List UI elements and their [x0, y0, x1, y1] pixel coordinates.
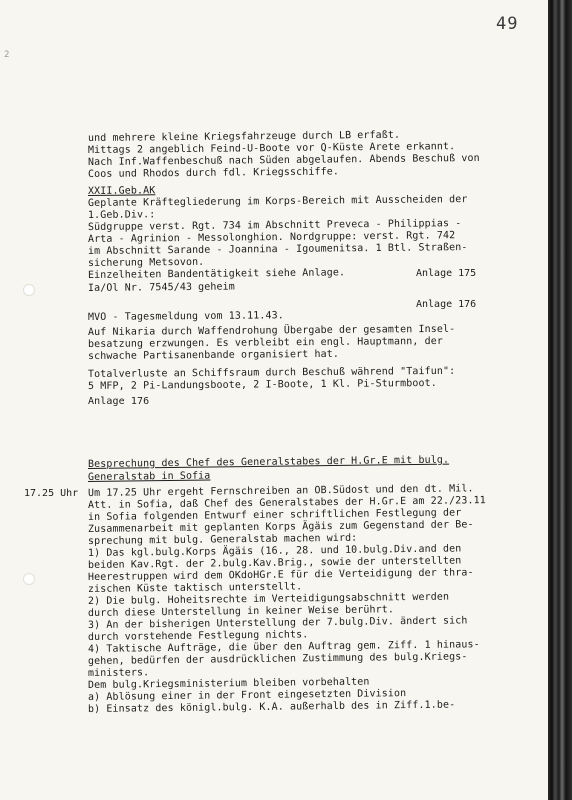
text-line: schwache Partisanenbande organisiert hat.	[87, 348, 339, 362]
text-line: 5 MFP, 2 Pi-Landungsboote, 2 I-Boote, 1 Kl. Pi-Sturmboot.	[87, 377, 437, 392]
text-line: Geplante Kräftegliederung im Korps-Bereich mit Ausscheiden der	[87, 194, 468, 209]
text-line: Coos und Rhodos durch fdl. Kriegsschiffe.	[87, 166, 339, 180]
text-line: Totalverluste an Schiffsraum durch Beschuß während "Taifun":	[87, 365, 456, 380]
punch-hole	[23, 573, 35, 585]
text-line: ministers.	[87, 667, 150, 679]
section-heading: XXII.Geb.AK	[87, 185, 156, 197]
margin-mark: 2	[4, 50, 10, 60]
section-heading: Generalstab in Sofia	[87, 470, 211, 483]
text-line: durch vorstehende Festlegung nichts.	[87, 629, 309, 643]
text-line: beiden Kav.Rgt. der 2.bulg.Kav.Brig., sowie der unterstellten	[87, 555, 462, 571]
text-line: und mehrere kleine Kriegsfahrzeuge durch LB erfaßt.	[87, 129, 401, 144]
section-heading: Besprechung des Chef des Generalstabes der H.Gr.E mit bulg.	[87, 454, 450, 470]
text-line: 2) Die bulg. Hoheitsrechte im Verteidigungsabschnitt werden	[87, 591, 450, 607]
text-line: Mittags 2 angeblich Feind-U-Boote vor Q-Küste Arete erkannt.	[87, 141, 456, 156]
text-line: 1.Geb.Div.:	[87, 209, 156, 221]
time-margin: 17.25 Uhr	[24, 488, 79, 499]
text-line: besatzung erzwungen. Es verbleibt ein engl. Hauptmann, der	[87, 335, 444, 350]
text-line: Heerestruppen wird dem OKdoHGr.E für die Verteidigung der thra-	[87, 567, 474, 583]
punch-hole	[23, 284, 35, 296]
page-number: 49	[496, 14, 519, 34]
text-line: sprechung mit bulg. Generalstab machen wird:	[87, 532, 358, 547]
page-edge	[548, 0, 572, 800]
text-line: 1) Das kgl.bulg.Korps Ägäis (16., 28. und 10.bulg.Div.and den	[87, 543, 462, 559]
text-line: Nach Inf.Waffenbeschuß nach Süden abgelaufen. Abends Beschuß von	[87, 152, 480, 168]
text-line: Ia/Ol Nr. 7545/43 geheim	[87, 281, 235, 294]
text-line: a) Ablösung einer in der Front eingesetzten Division	[87, 688, 407, 703]
text-line: Att. in Sofia, daß Chef des Generalstabes der H.Gr.E am 22./23.11	[87, 495, 486, 511]
text-line: Einzelheiten Bandentätigkeit siehe Anlage.	[87, 267, 346, 281]
text-line: im Abschnitt Sarande - Joannina - Igoumenitsa. 1 Btl. Straßen-	[87, 242, 468, 257]
text-line: Dem bulg.Kriegsministerium bleiben vorbehalten	[87, 676, 370, 691]
text-line: 4) Taktische Aufträge, die über den Auftrag gem. Ziff. 1 hinaus-	[87, 639, 480, 655]
text-line: b) Einsatz des königl.bulg. K.A. außerhalb des in Ziff.1.be-	[87, 699, 456, 715]
text-line: Zusammenarbeit mit geplanten Korps Ägäis zum Gegenstand der Be-	[87, 519, 474, 535]
text-line: sicherung Metsovon.	[87, 256, 205, 269]
text-line: Auf Nikaria durch Waffendrohung Übergabe der gesamten Insel-	[87, 323, 456, 338]
section-heading: MVO - Tagesmeldung vom 13.11.43.	[87, 310, 284, 323]
text-line: in Sofia folgenden Entwurf einer schriftlichen Festlegung der	[87, 507, 462, 523]
text-line: Südgruppe verst. Rgt. 734 im Abschnitt Preveca - Philippias -	[87, 218, 462, 233]
text-line: zischen Küste taktisch unterstellt.	[87, 581, 303, 595]
text-line: Arta - Agrinion - Messolonghion. Nordgruppe: verst. Rgt. 742	[87, 230, 456, 245]
text-line: durch diese Unterstellung in keiner Weise berührt.	[87, 604, 395, 619]
annex-reference: Anlage 176	[416, 299, 477, 310]
text-line: 3) An der bisherigen Unterstellung der 7.bulg.Div. ändert sich	[87, 615, 468, 631]
annex-reference: Anlage 176	[88, 396, 150, 407]
text-line: gehen, bedürfen der ausdrücklichen Zustimmung des bulg.Kriegs-	[87, 651, 468, 667]
annex-reference: Anlage 175	[416, 268, 477, 279]
text-line: Um 17.25 Uhr ergeht Fernschreiben an OB.Südost und den dt. Mil.	[87, 483, 474, 499]
